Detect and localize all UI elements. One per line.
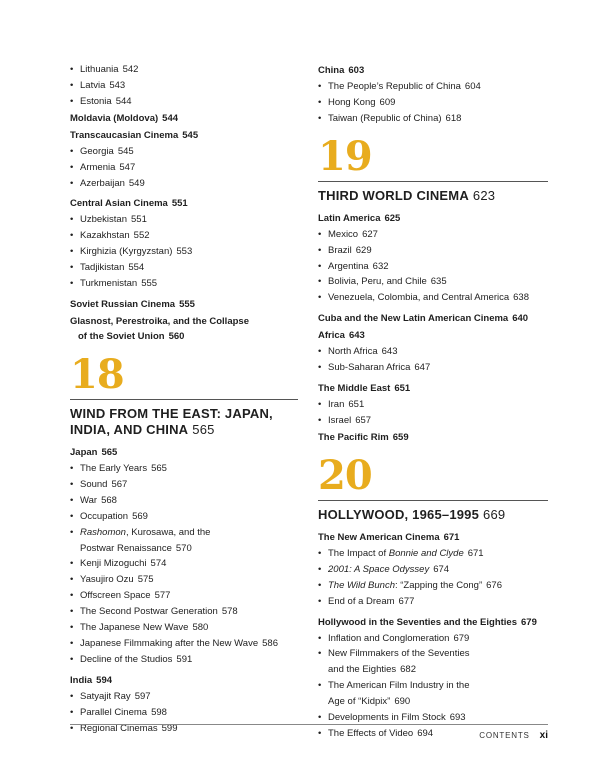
chapter-number-20: 20: [318, 451, 372, 499]
toc-entry[interactable]: • 2001: A Space Odyssey 674: [318, 562, 548, 578]
seventies-list: [318, 631, 548, 742]
toc-section-soviet-russian[interactable]: Soviet Russian Cinema 555: [70, 298, 195, 310]
middle-east-list: [318, 397, 548, 429]
toc-entry[interactable]: • The Early Years 565: [70, 461, 298, 477]
toc-entry[interactable]: • Lithuania 542: [70, 62, 298, 78]
toc-entry[interactable]: • Bolivia, Peru, and Chile 635: [318, 274, 548, 290]
right-column: [318, 62, 548, 742]
transcaucasian-list: [70, 144, 298, 192]
toc-entry[interactable]: • Tadjikistan 554: [70, 260, 298, 276]
chapter-title-19[interactable]: THIRD WORLD CINEMA 623: [318, 187, 496, 203]
toc-section-glasnost[interactable]: Glasnost, Perestroika, and the Collapse of the Soviet Union 560: [70, 315, 249, 342]
toc-section-latin-america[interactable]: Latin America 625: [318, 212, 401, 224]
japan-list: [70, 461, 298, 668]
chapter-title-20[interactable]: HOLLYWOOD, 1965–1995 669: [318, 506, 506, 522]
toc-entry[interactable]: • Kenji Mizoguchi 574: [70, 556, 298, 572]
toc-entry[interactable]: • Hong Kong 609: [318, 95, 548, 111]
chapter-divider: [318, 500, 548, 501]
toc-section-new-american[interactable]: The New American Cinema 671: [318, 531, 460, 543]
left-column: [70, 62, 298, 736]
latin-america-list: [318, 227, 548, 307]
toc-entry[interactable]: • Latvia 543: [70, 78, 298, 94]
toc-section-middle-east[interactable]: The Middle East 651: [318, 383, 411, 395]
toc-entry[interactable]: • The Japanese New Wave 580: [70, 620, 298, 636]
toc-section-pacific-rim[interactable]: The Pacific Rim 659: [318, 431, 409, 443]
toc-entry[interactable]: • Taiwan (Republic of China) 618: [318, 111, 548, 127]
central-asian-list: [70, 212, 298, 292]
toc-entry[interactable]: • Israel 657: [318, 413, 548, 429]
toc-entry[interactable]: • New Filmmakers of the Seventies and the Eighties 682: [318, 646, 548, 678]
toc-entry[interactable]: • Sub-Saharan Africa 647: [318, 360, 548, 376]
toc-entry[interactable]: • End of a Dream 677: [318, 594, 548, 610]
toc-entry[interactable]: • Japanese Filmmaking after the New Wave 586: [70, 636, 298, 652]
chapter-number-18: 18: [70, 350, 124, 398]
chapter-number-19: 19: [318, 132, 372, 180]
footer-section-label: CONTENTS: [479, 731, 530, 740]
toc-entry[interactable]: • Kirghizia (Kyrgyzstan) 553: [70, 244, 298, 260]
toc-entry[interactable]: • Developments in Film Stock 693: [318, 710, 548, 726]
toc-entry[interactable]: • Decline of the Studios 591: [70, 652, 298, 668]
toc-entry[interactable]: • Argentina 632: [318, 259, 548, 275]
toc-section-africa[interactable]: Africa 643: [318, 330, 365, 342]
toc-section-china[interactable]: China 603: [318, 65, 365, 76]
toc-entry[interactable]: • The Wild Bunch: “Zapping the Cong” 676: [318, 578, 548, 594]
toc-entry[interactable]: • Regional Cinemas 599: [70, 721, 298, 737]
toc-entry[interactable]: • War 568: [70, 493, 298, 509]
toc-entry[interactable]: • The Second Postwar Generation 578: [70, 604, 298, 620]
toc-entry[interactable]: • Iran 651: [318, 397, 548, 413]
toc-entry[interactable]: • Georgia 545: [70, 144, 298, 160]
toc-entry[interactable]: • Uzbekistan 551: [70, 212, 298, 228]
toc-section-india[interactable]: India 594: [70, 674, 113, 686]
toc-section-moldavia[interactable]: Moldavia (Moldova) 544: [70, 112, 179, 124]
toc-entry[interactable]: • Brazil 629: [318, 243, 548, 259]
toc-entry[interactable]: • Yasujiro Ozu 575: [70, 572, 298, 588]
toc-section-central-asian[interactable]: Central Asian Cinema 551: [70, 198, 188, 210]
toc-entry[interactable]: • The Impact of Bonnie and Clyde 671: [318, 546, 548, 562]
page-footer: [479, 730, 548, 741]
footer-rule: [70, 724, 548, 725]
toc-section-transcaucasian[interactable]: Transcaucasian Cinema 545: [70, 129, 199, 141]
toc-entry[interactable]: • Inflation and Conglomeration 679: [318, 631, 548, 647]
toc-entry[interactable]: • Mexico 627: [318, 227, 548, 243]
africa-list: [318, 344, 548, 376]
toc-entry[interactable]: • Parallel Cinema 598: [70, 705, 298, 721]
toc-entry[interactable]: • Turkmenistan 555: [70, 276, 298, 292]
toc-entry[interactable]: • Estonia 544: [70, 94, 298, 110]
toc-entry[interactable]: • Kazakhstan 552: [70, 228, 298, 244]
toc-entry[interactable]: • Armenia 547: [70, 160, 298, 176]
toc-entry[interactable]: • Sound 567: [70, 477, 298, 493]
china-list: [318, 79, 548, 127]
toc-entry[interactable]: • Venezuela, Colombia, and Central America 638: [318, 290, 548, 306]
toc-entry[interactable]: • The Effects of Video 694: [318, 726, 548, 742]
toc-section-cuba[interactable]: Cuba and the New Latin American Cinema 640: [318, 313, 529, 325]
toc-entry[interactable]: • Satyajit Ray 597: [70, 689, 298, 705]
chapter-divider: [318, 181, 548, 182]
page-number: xi: [539, 730, 548, 741]
toc-entry[interactable]: • Offscreen Space 577: [70, 588, 298, 604]
toc-entry[interactable]: • North Africa 643: [318, 344, 548, 360]
toc-entry[interactable]: • The American Film Industry in the Age of “Kidpix” 690: [318, 678, 548, 710]
chapter-title-18[interactable]: WIND FROM THE EAST: JAPAN, INDIA, AND CHINA 565: [70, 405, 273, 437]
india-list: [70, 689, 298, 737]
baltic-list: [70, 62, 298, 110]
chapter-divider: [70, 399, 298, 400]
toc-section-japan[interactable]: Japan 565: [70, 446, 118, 458]
toc-entry[interactable]: • Occupation 569: [70, 509, 298, 525]
toc-entry[interactable]: • Azerbaijan 549: [70, 176, 298, 192]
toc-entry[interactable]: • Rashomon, Kurosawa, and the Postwar Renaissance 570: [70, 525, 298, 557]
toc-section-seventies[interactable]: Hollywood in the Seventies and the Eighties 679: [318, 616, 537, 628]
toc-entry[interactable]: • The People’s Republic of China 604: [318, 79, 548, 95]
new-american-list: [318, 546, 548, 610]
